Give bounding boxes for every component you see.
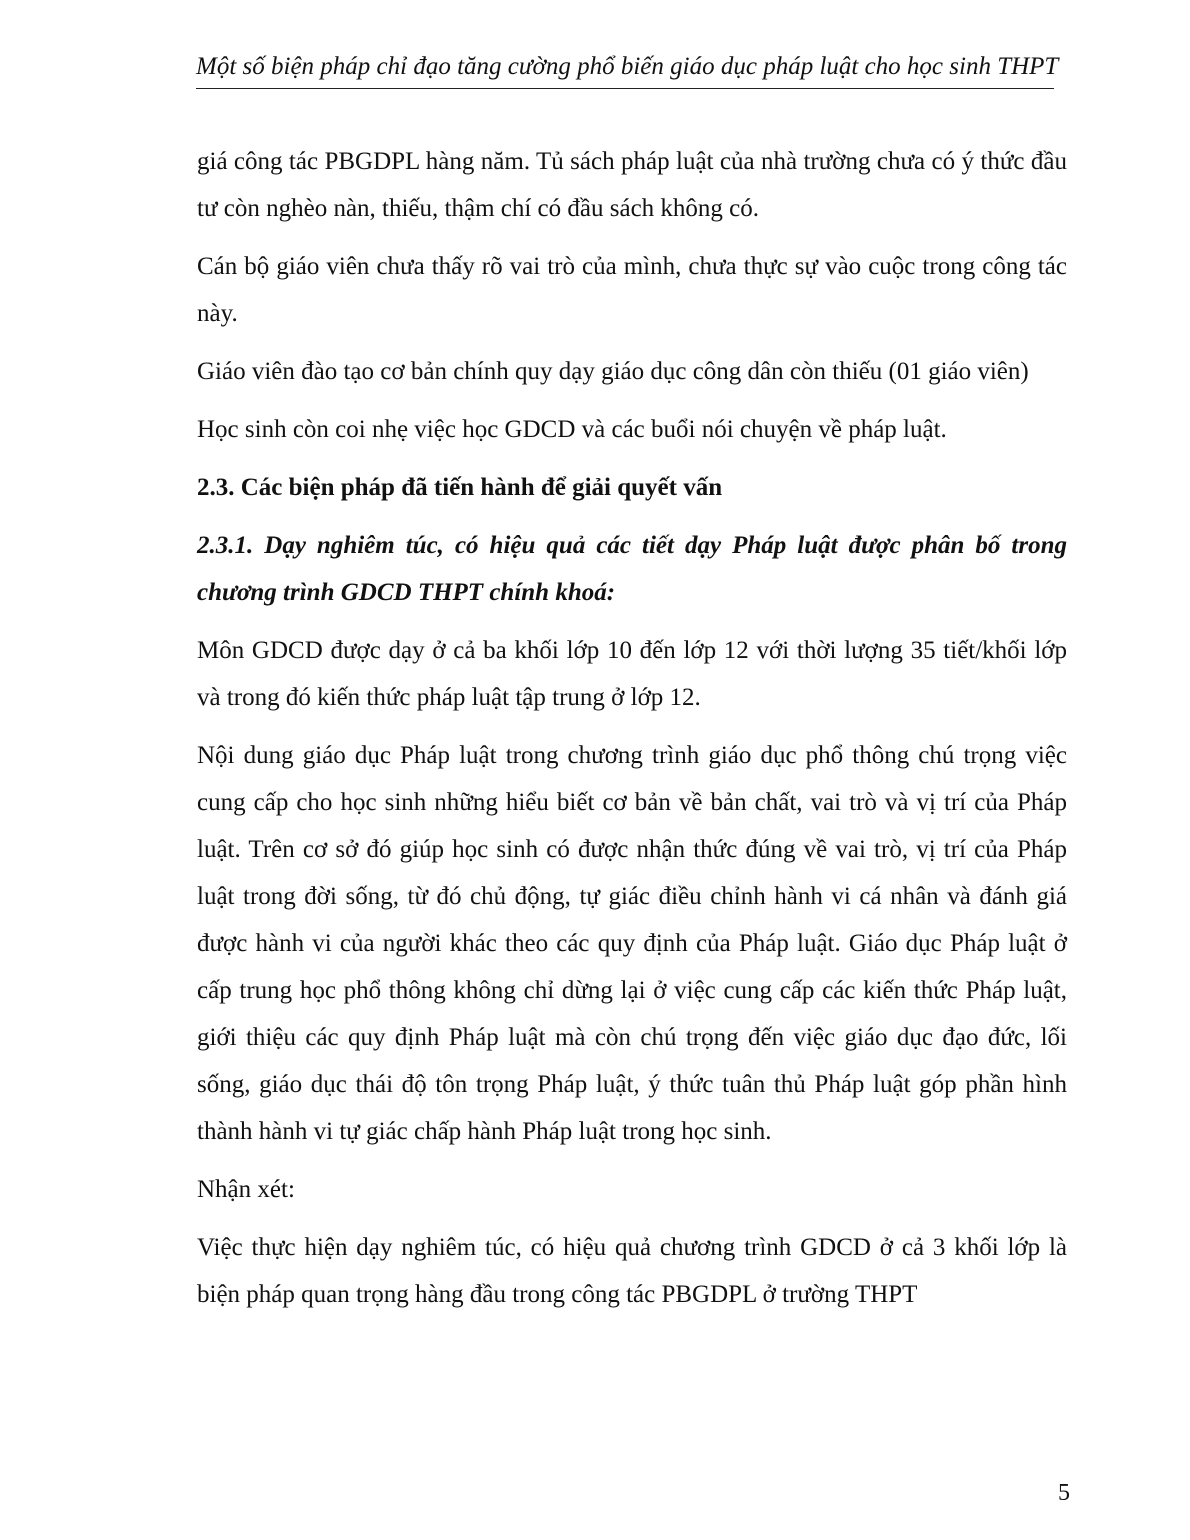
paragraph-remark-label: Nhận xét: [197, 1176, 295, 1203]
body-text [197, 138, 1067, 1329]
subsection-heading-2-3-1: 2.3.1. Dạy nghiêm túc, có hiệu quả các tiết dạy Pháp luật được phân bố trong chương trình GDCD THPT chính khoá: [197, 532, 1067, 606]
paragraph-teacher-shortage: Giáo viên đào tạo cơ bản chính quy dạy giáo dục công dân còn thiếu (01 giáo viên) [197, 358, 1029, 385]
paragraph-staff-role: Cán bộ giáo viên chưa thấy rõ vai trò của mình, chưa thực sự vào cuộc trong công tác này. [197, 253, 1067, 327]
paragraph-remark-text: Việc thực hiện dạy nghiêm túc, có hiệu quả chương trình GDCD ở cả 3 khối lớp là biện pháp quan trọng hàng đầu trong công tác PBGDPL ở trường THPT [197, 1234, 1067, 1308]
page-number: 5 [1058, 1480, 1070, 1506]
header-rule [196, 88, 1054, 89]
paragraph-gdcd-schedule: Môn GDCD được dạy ở cả ba khối lớp 10 đến lớp 12 với thời lượng 35 tiết/khối lớp và trong đó kiến thức pháp luật tập trung ở lớp 12. [197, 637, 1067, 711]
paragraph-library-investment: giá công tác PBGDPL hàng năm. Tủ sách pháp luật của nhà trường chưa có ý thức đầu tư còn nghèo nàn, thiếu, thậm chí có đầu sách không có. [197, 148, 1067, 222]
paragraph-student-attitude: Học sinh còn coi nhẹ việc học GDCD và các buổi nói chuyện về pháp luật. [197, 416, 947, 443]
running-header: Một số biện pháp chỉ đạo tăng cường phổ biến giáo dục pháp luật cho học sinh THPT [196, 53, 1059, 80]
paragraph-law-education-content: Nội dung giáo dục Pháp luật trong chương trình giáo dục phổ thông chú trọng việc cung cấp cho học sinh những hiểu biết cơ bản về bản chất, vai trò và vị trí của Pháp luật. Trên cơ sở đó giúp học sinh có được nhận thức đúng về vai trò, vị trí của Pháp luật trong đời sống, từ đó chủ động, tự giác điều chỉnh hành vi cá nhân và đánh giá được hành vi của người khác theo các quy định của Pháp luật. Giáo dục Pháp luật ở cấp trung học phổ thông không chỉ dừng lại ở việc cung cấp các kiến thức Pháp luật, giới thiệu các quy định Pháp luật mà còn chú trọng đến việc giáo dục đạo đức, lối sống, giáo dục thái độ tôn trọng Pháp luật, ý thức tuân thủ Pháp luật góp phần hình thành hành vi tự giác chấp hành Pháp luật trong học sinh. [197, 742, 1067, 1145]
section-heading-2-3: 2.3. Các biện pháp đã tiến hành để giải quyết vấn [197, 474, 723, 501]
